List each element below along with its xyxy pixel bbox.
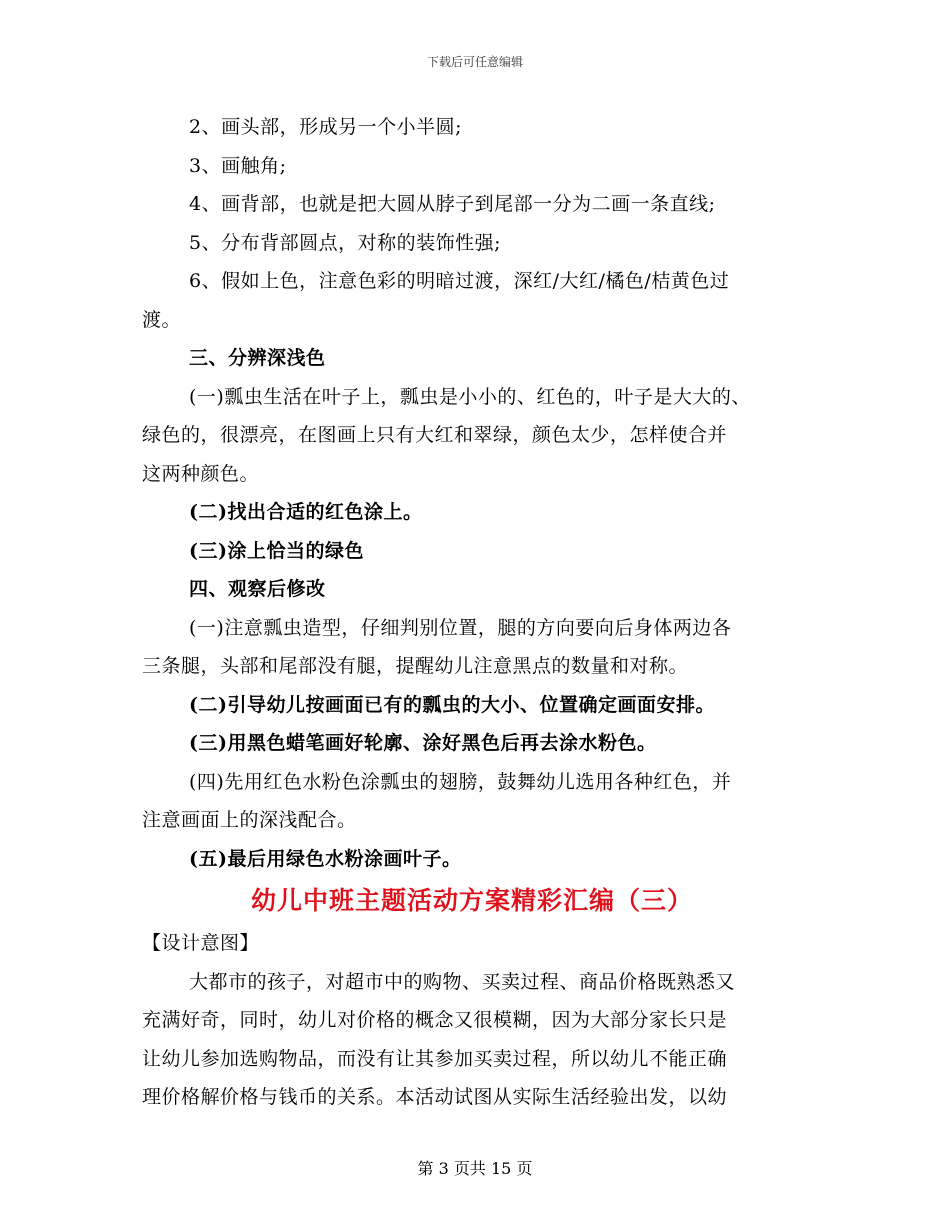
paragraph-line: (三)用黑色蜡笔画好轮廓、涂好黑色后再去涂水粉色。: [189, 732, 657, 754]
paragraph-line: (一)注意瓢虫造型，仔细判别位置，腿的方向要向后身体两边各: [189, 616, 732, 639]
paragraph-line: 4、画背部，也就是把大圆从脖子到尾部一分为二画一条直线;: [189, 193, 716, 215]
lesson-steps-section: [142, 108, 802, 878]
paragraph-line: 大都市的孩子，对超市中的购物、买卖过程、商品价格既熟悉又: [189, 970, 736, 993]
page-header: 下载后可任意编辑: [426, 55, 523, 69]
document-body: [142, 108, 802, 1117]
paragraph-line: (三)涂上恰当的绿色: [189, 539, 364, 562]
paragraph-line: 5、分布背部圆点，对称的装饰性强;: [189, 231, 501, 254]
section-title: 幼儿中班主题活动方案精彩汇编（三）: [250, 886, 693, 915]
paragraph-line: 让幼儿参加选购物品，而没有让其参加买卖过程，所以幼儿不能正确: [142, 1047, 728, 1070]
paragraph-line: 三条腿，头部和尾部没有腿，提醒幼儿注意黑点的数量和对称。: [142, 655, 689, 677]
paragraph-line: 2、画头部，形成另一个小半圆;: [189, 116, 462, 138]
paragraph-line: 三、分辨深浅色: [189, 347, 326, 369]
paragraph-line: 四、观察后修改: [189, 578, 326, 600]
design-intent-section: [142, 924, 802, 1117]
paragraph-line: 绿色的，很漂亮，在图画上只有大红和翠绿，颜色太少，怎样使合并: [142, 424, 728, 446]
paragraph-line: 6、假如上色，注意色彩的明暗过渡，深红/大红/橘色/桔黄色过: [189, 270, 730, 292]
paragraph-line: 理价格解价格与钱币的关系。本活动试图从实际生活经验出发，以幼: [142, 1086, 728, 1108]
paragraph-line: (一)瓢虫生活在叶子上，瓢虫是小小的、红色的，叶子是大大的、: [189, 385, 751, 408]
paragraph-line: (二)找出合适的红色涂上。: [189, 501, 423, 523]
paragraph-line: 这两种颜色。: [142, 462, 260, 485]
paragraph-line: (二)引导幼儿按画面已有的瓢虫的大小、位置确定画面安排。: [189, 693, 715, 716]
paragraph-line: 注意画面上的深浅配合。: [142, 809, 357, 831]
paragraph-line: (五)最后用绿色水粉涂画叶子。: [189, 847, 462, 870]
paragraph-line: 3、画触角;: [189, 154, 287, 177]
paragraph-line: 充满好奇，同时，幼儿对价格的概念又很模糊，因为大部分家长只是: [142, 1009, 728, 1031]
paragraph-line: (四)先用红色水粉色涂瓢虫的翅膀，鼓舞幼儿选用各种红色，并: [189, 770, 732, 793]
paragraph-line: 【设计意图】: [142, 932, 260, 954]
page-number: 第 3 页共 15 页: [417, 1159, 533, 1178]
paragraph-line: 渡。: [142, 308, 182, 331]
